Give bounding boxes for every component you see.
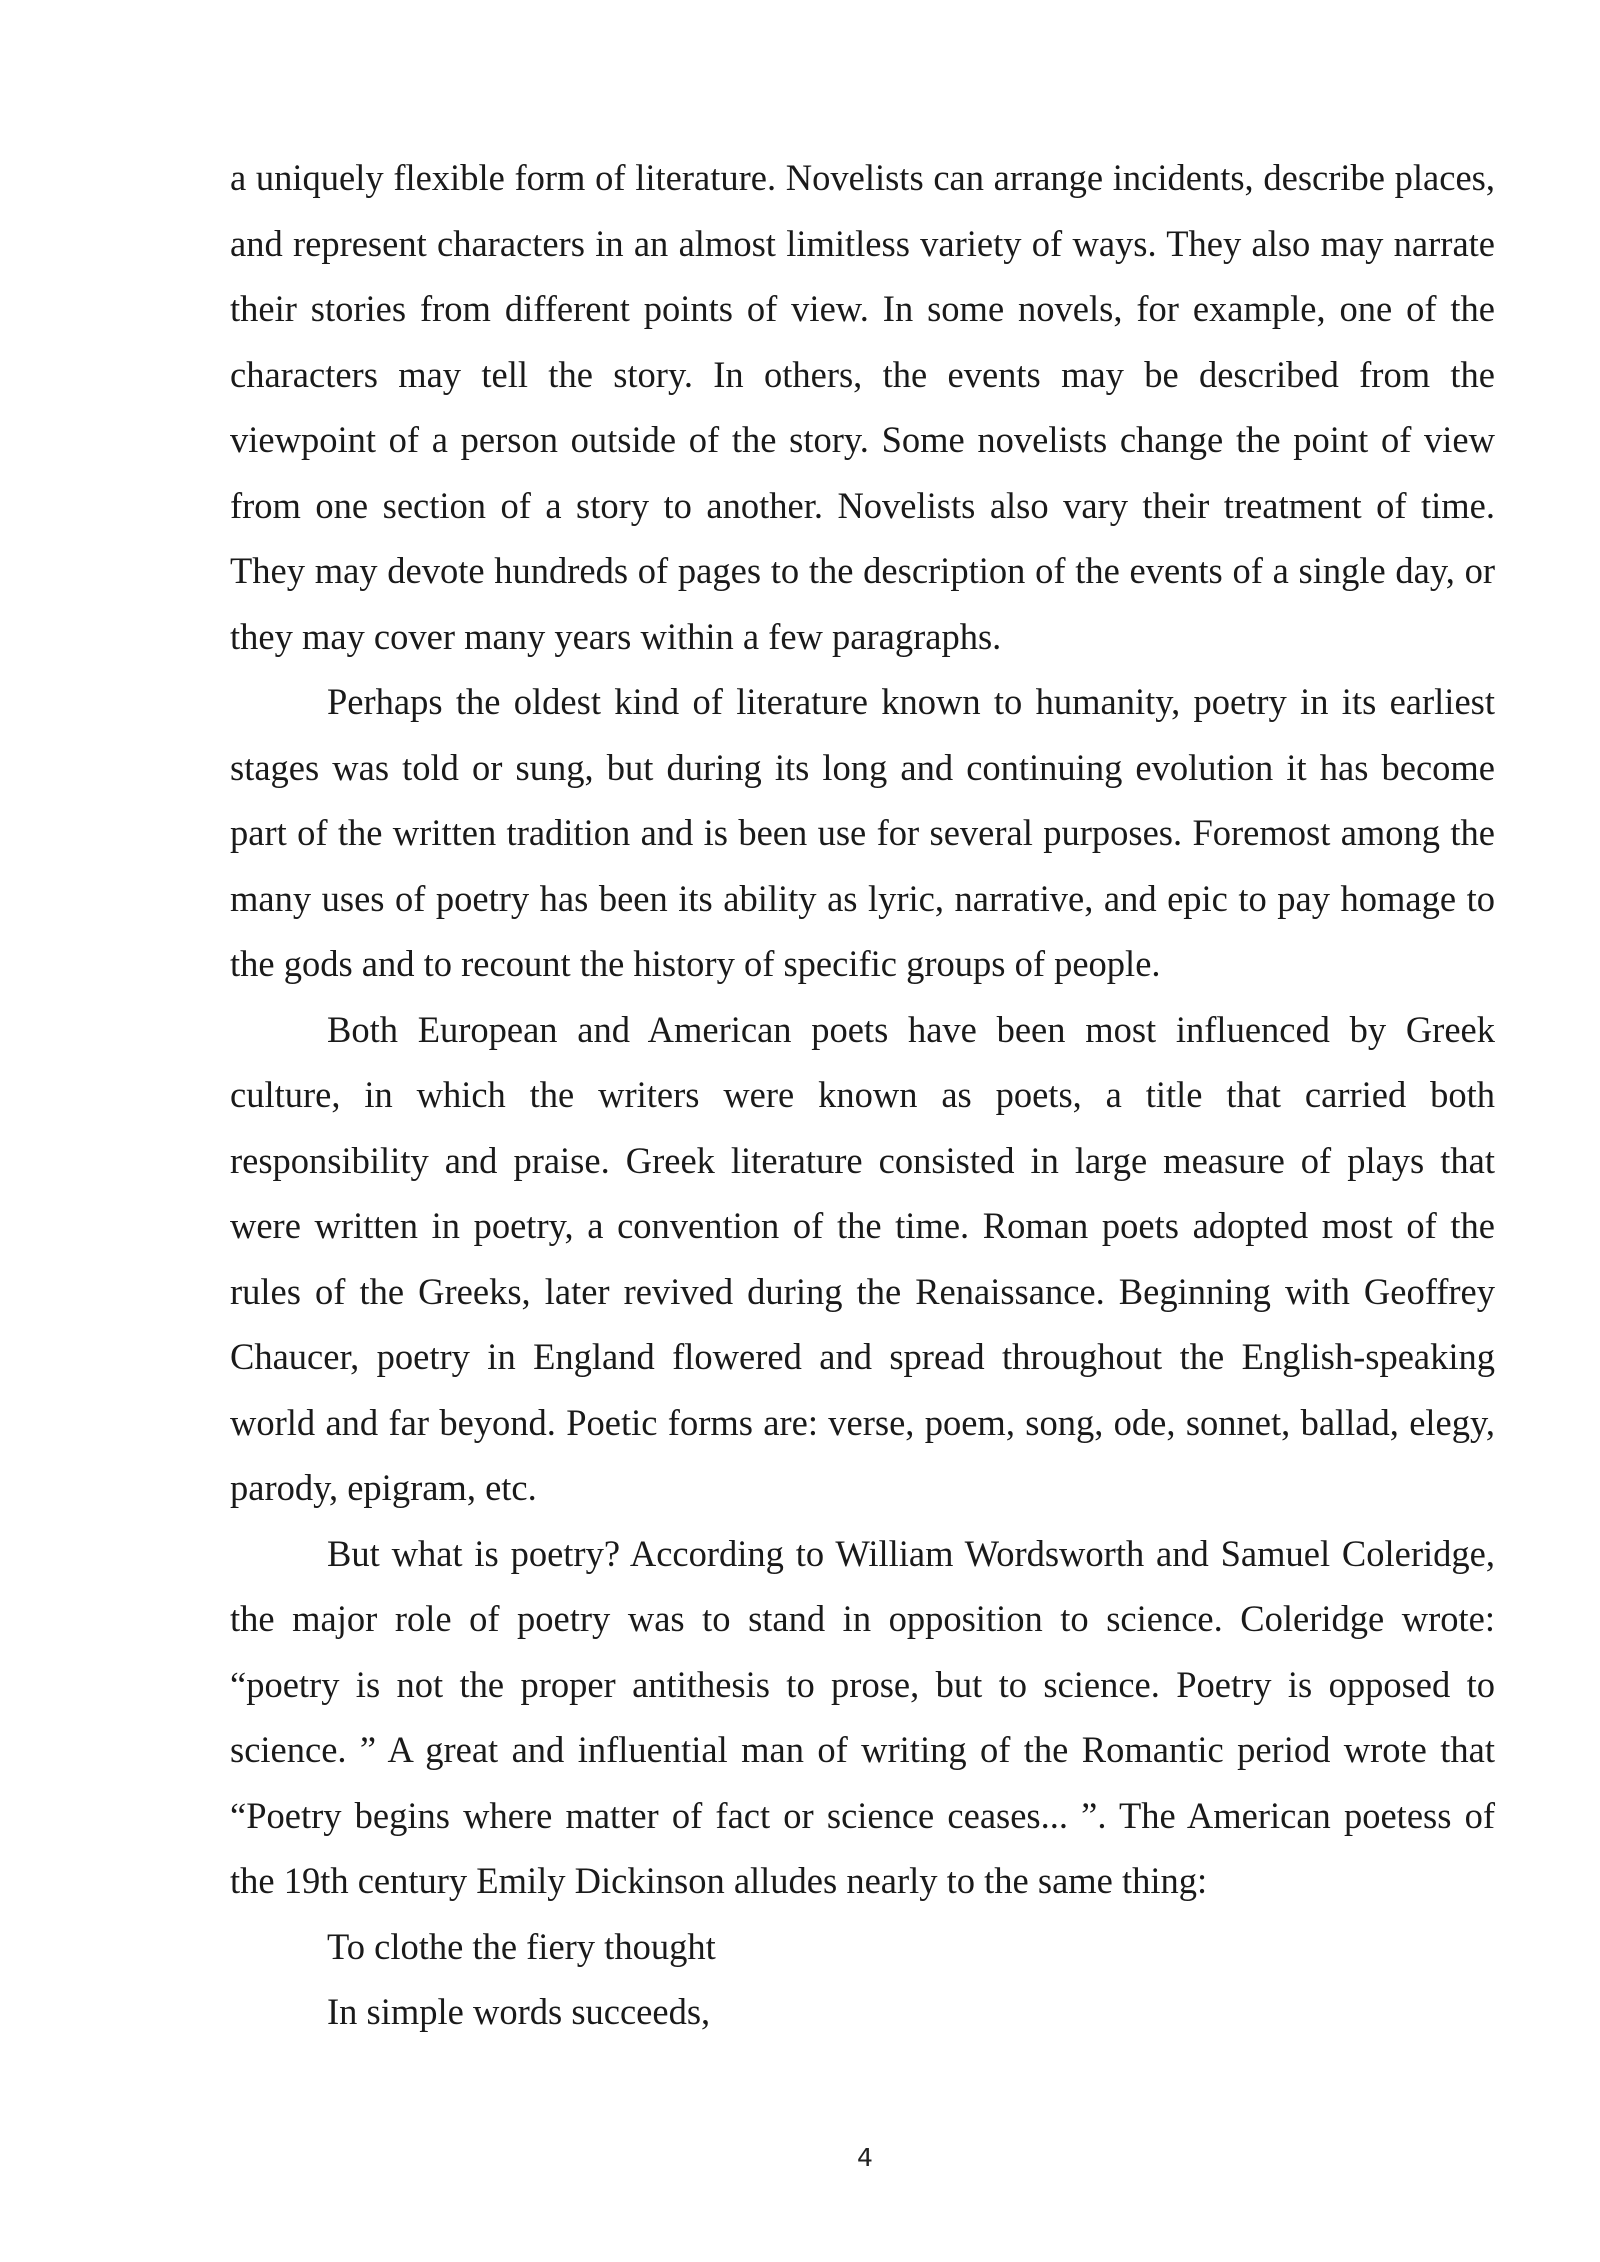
paragraph-greek-influence: Both European and American poets have been most influenced by Greek culture, in which the writers were known as poets, a title that carried both responsibility and praise. Greek literature consisted in large measure of plays that were written in poetry, a convention of the time. Roman poets adopted most of the rules of the Greeks, later revived during the Renaissance. Beginning with Geoffrey Chaucer, poetry in England flowered and spread throughout the English-speaking world and far beyond. Poetic forms are: verse, poem, song, ode, sonnet, ballad, elegy, parody, epigram, etc. — [230, 1008, 1495, 1508]
body-text — [230, 145, 1495, 2045]
page-number: 4 — [857, 2143, 873, 2172]
paragraph-what-is-poetry: But what is poetry? According to William Wordsworth and Samuel Coleridge, the major role of poetry was to stand in opposition to science. Coleridge wrote: “poetry is not the proper antithesis to prose, but to science. Poetry is opposed to science. ” A great and influential man of writing of the Romantic period wrote that “Poetry begins where matter of fact or science ceases... ”. The American poetess of the 19th century Emily Dickinson alludes nearly to the same thing: — [230, 1532, 1495, 1901]
paragraph-novel-flexibility: a uniquely flexible form of literature. Novelists can arrange incidents, describe places, and represent characters in an almost limitless variety of ways. They also may narrate their stories from different points of view. In some novels, for example, one of the characters may tell the story. In others, the events may be described from the viewpoint of a person outside of the story. Some novelists change the point of view from one section of a story to another. Novelists also vary their treatment of time. They may devote hundreds of pages to the description of the events of a single day, or they may cover many years within a few paragraphs. — [230, 157, 1495, 657]
verse-line-2: In simple words succeeds, — [327, 1991, 711, 2032]
paragraph-poetry-origins: Perhaps the oldest kind of literature known to humanity, poetry in its earliest stages was told or sung, but during its long and continuing evolution it has become part of the written tradition and is been use for several purposes. Foremost among the many uses of poetry has been its ability as lyric, narrative, and epic to pay homage to the gods and to recount the history of specific groups of people. — [230, 681, 1495, 984]
verse-line-1: To clothe the fiery thought — [327, 1925, 716, 1967]
